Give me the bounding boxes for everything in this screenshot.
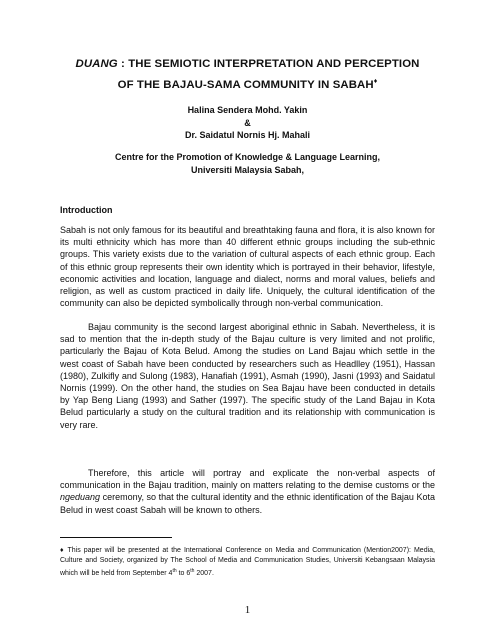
paragraph-3-text-a: Therefore, this article will portray and explicate the non-verbal aspects of communication in the Bajau tradition, mainly on matters relating to the demise customs or the <box>60 468 435 491</box>
affiliation-line-2: Universiti Malaysia Sabah, <box>190 164 305 175</box>
title-line1-rest: : THE SEMIOTIC INTERPRETATION AND PERCEPTION <box>117 58 420 70</box>
paragraph-3-text-b: ceremony, so that the cultural identity and the ethnic identification of the Bajau Kota Belud in west coast Sabah will be known to others. <box>60 492 435 515</box>
paragraph-2-text: Bajau community is the second largest aboriginal ethnic in Sabah. Nevertheless, it is sad to mention that the in-depth study of the Bajau culture is very limited and not prolific, particularly the Bajau of Kota Belud. Among the studies on Land Bajau which settle in the west coast of Sabah have been conducted by researchers such as Headlley (1951), Hassan (1980), Zulkifly and Sulong (1983), Hanafiah (1991), Asmah (1990), Jasni (1993) and Saidatul Nornis (1999). On the other hand, the studies on Sea Bajau have been conducted in details by Yap Beng Liang (1993) and Sather (1997). The specific study of the Land Bajau in Kota Belud particularly a study on the cultural tradition and its relationship with communication is very rare. <box>60 322 435 430</box>
footnote <box>60 546 435 579</box>
paragraph-2 <box>60 321 435 431</box>
footnote-mark: ♦ <box>60 547 65 554</box>
footnote-text-b: to 6 <box>176 570 191 577</box>
footnote-sup-2: th <box>190 568 195 574</box>
title-line2: OF THE BAJAU-SAMA COMMUNITY IN SABAH <box>117 79 374 91</box>
author-name-1: Halina Sendera Mohd. Yakin <box>187 105 308 115</box>
paragraph-3 <box>60 467 435 516</box>
footnote-sup-1: th <box>172 568 177 574</box>
footnote-text-a: This paper will be presented at the International Conference on Media and Communication (Mention2007): Media, Culture and Society, organized by The School of Media and Communication Studies, Universiti Kebangsaan Malaysia which will be held from September 4 <box>60 547 435 577</box>
paragraph-3-italic-term: ngeduang <box>60 492 101 503</box>
footnote-text-c: 2007. <box>194 570 214 577</box>
paper-title <box>60 56 435 94</box>
author-separator: & <box>244 117 251 128</box>
footnote-divider <box>60 537 172 538</box>
author-name-2: Dr. Saidatul Nornis Hj. Mahali <box>184 130 311 140</box>
page-number: 1 <box>244 604 251 616</box>
paragraph-1: Sabah is not only famous for its beautiful and breathtaking fauna and flora, it is also known for its multi ethnicity which has more than 40 different ethnic groups including the sub-ethnic groups. This variety exists due to the variation of cultural aspects of each ethnic group. Each of this ethnic group represents their own identity which is portrayed in their behavior, lifestyle, economic activities and location, language and dialect, norms and moral values, beliefs and religion, as well as custom practiced in daily life. Uniquely, the cultural identification of the community can also be depicted symbolically through non-verbal communication. <box>60 225 435 309</box>
title-italic-word: DUANG <box>75 58 118 70</box>
affiliation-block <box>60 151 435 176</box>
affiliation-line-1: Centre for the Promotion of Knowledge & Language Learning, <box>114 152 380 162</box>
author-block <box>60 104 435 142</box>
section-heading-introduction: Introduction <box>60 205 113 215</box>
title-footnote-mark: ♦ <box>373 78 378 85</box>
